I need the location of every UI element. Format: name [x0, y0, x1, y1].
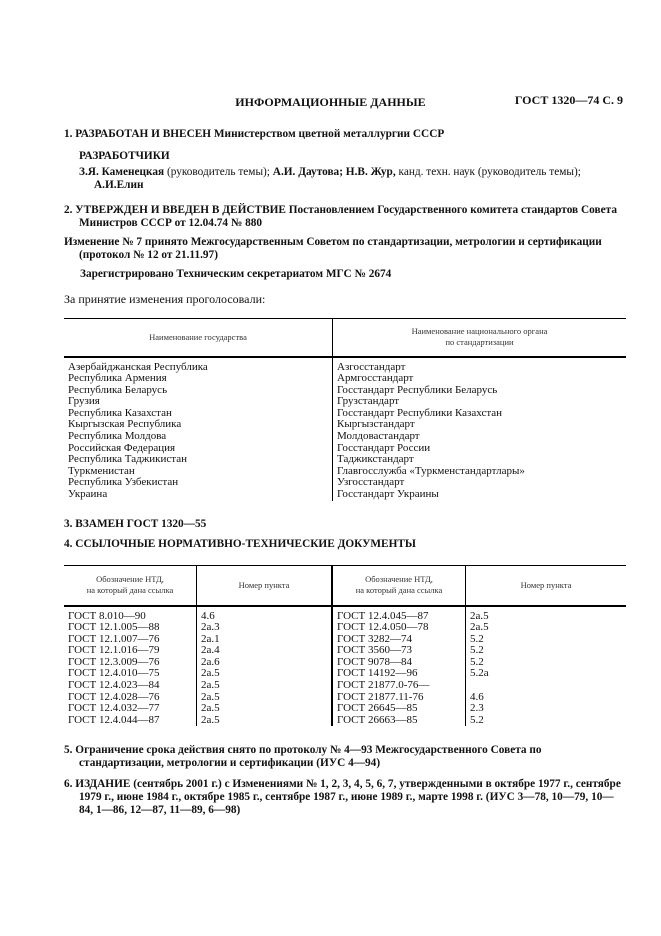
table-cell: ГОСТ 12.3.009—76 [64, 657, 197, 669]
table-cell: Кыргызстандарт [337, 418, 415, 431]
table-row [64, 431, 626, 443]
developers-list [79, 166, 626, 192]
table-cell: ГОСТ 12.4.023—84 [64, 680, 197, 692]
table-cell: 2а.5 [197, 668, 333, 680]
table-cell: Республика Таджикистан [64, 454, 333, 466]
table-cell: 2а.5 [470, 609, 489, 622]
table-cell: ГОСТ 3560—73 [332, 645, 466, 657]
table-row [64, 680, 626, 692]
table-cell: ГОСТ 12.4.028—76 [64, 692, 197, 704]
section-1: 1. РАЗРАБОТАН И ВНЕСЕН Министерством цветной металлургии СССР [64, 128, 445, 140]
header-line: Обозначение НТД, [96, 574, 164, 585]
table-cell: ГОСТ 12.1.005—88 [64, 622, 197, 634]
table-cell: Молдовастандарт [337, 430, 420, 443]
voting-table [64, 318, 626, 501]
developers-label: РАЗРАБОТЧИКИ [79, 150, 170, 162]
column-header: Номер пункта [197, 566, 333, 606]
table-cell: Армгосстандарт [337, 372, 414, 385]
header-line: на который дана ссылка [355, 585, 443, 596]
developer: А.И.Елин [94, 179, 144, 191]
section-2: 2. УТВЕРЖДЕН И ВВЕДЕН В ДЕЙСТВИЕ Постановлением Государственного комитета стандартов Совета Министров СССР от 12.04.74 № 880 [64, 204, 617, 229]
table-cell [466, 680, 627, 692]
table-cell: 2а.1 [197, 634, 333, 646]
table-cell: Таджикстандарт [337, 453, 414, 466]
table-cell: Азгосстандарт [337, 360, 406, 373]
table-cell: ГОСТ 12.1.007—76 [64, 634, 197, 646]
table-cell: 4.6 [197, 606, 333, 623]
table-cell: 2а.5 [197, 680, 333, 692]
table-cell: Госстандарт Украины [337, 488, 439, 501]
table-cell: 5.2 [470, 644, 484, 657]
table-cell: ГОСТ 14192—96 [332, 668, 466, 680]
column-header: Номер пункта [520, 579, 572, 590]
table-cell: 2а.3 [197, 622, 333, 634]
table-cell: ГОСТ 12.4.050—78 [332, 622, 466, 634]
section-5: 5. Ограничение срока действия снято по протоколу № 4—93 Межгосударственного Совета по стандартизации, метрологии и сертификации (ИУС 4—94) [64, 744, 542, 769]
table-cell: Республика Молдова [64, 431, 333, 443]
table-cell: 5.2а [470, 667, 489, 680]
table-cell: Республика Армения [64, 373, 333, 385]
table-cell: Узгосстандарт [337, 476, 405, 489]
table-cell: ГОСТ 12.1.016—79 [64, 645, 197, 657]
table-cell: ГОСТ 9078—84 [332, 657, 466, 669]
table-cell: ГОСТ 3282—74 [332, 634, 466, 646]
table-cell: ГОСТ 12.4.045—87 [332, 606, 466, 623]
table-cell: Республика Беларусь [64, 385, 333, 397]
references-table [64, 565, 626, 726]
table-cell: 2а.6 [197, 657, 333, 669]
header-line: Наименование национального органа [411, 326, 548, 337]
table-cell: Азербайджанская Республика [64, 357, 333, 374]
table-cell: 2а.4 [197, 645, 333, 657]
section-4: 4. ССЫЛОЧНЫЕ НОРМАТИВНО-ТЕХНИЧЕСКИЕ ДОКУМЕНТЫ [64, 538, 416, 550]
header-line: Обозначение НТД, [365, 574, 433, 585]
table-cell: Российская Федерация [64, 443, 333, 455]
table-cell: Главгосслужба «Туркменстандартлары» [337, 464, 525, 477]
column-header [64, 566, 197, 606]
table-row [64, 606, 626, 623]
developer-role: (руководитель темы); [164, 166, 273, 178]
table-cell: 2а.5 [197, 703, 333, 715]
registration-note: Зарегистрировано Техническим секретариатом МГС № 2674 [80, 268, 392, 280]
section-3: 3. ВЗАМЕН ГОСТ 1320—55 [64, 518, 207, 530]
table-cell: ГОСТ 8.010—90 [64, 606, 197, 623]
table-cell: 2а.5 [470, 621, 489, 634]
table-row [64, 715, 626, 727]
developer: З.Я. Каменецкая [79, 166, 165, 178]
section-6: 6. ИЗДАНИЕ (сентябрь 2001 г.) с Изменениями № 1, 2, 3, 4, 5, 6, 7, утвержденными в октябре 1977 г., сентябре 1979 г., июне 1984 г., октябре 1985 г., сентябре 1987 г., июне 1989 г., марте 1998 г. (ИУС 3—78, 10—79, 10—84, 1—86, 12—87, 11—89, 6—98) [64, 778, 621, 816]
table-cell: Кыргызская Республика [64, 419, 333, 431]
table-cell: 5.2 [470, 632, 484, 645]
table-cell: Госстандарт Республики Беларусь [337, 383, 498, 396]
column-header [333, 319, 627, 357]
table-cell: Грузстандарт [337, 395, 400, 408]
developer-role: канд. техн. наук (руководитель темы); [395, 166, 581, 178]
table-cell: 5.2 [470, 655, 484, 668]
table-cell: ГОСТ 21877.11-76 [332, 692, 466, 704]
table-cell: ГОСТ 26663—85 [332, 715, 466, 727]
table-cell: Республика Узбекистан [64, 477, 333, 489]
table-row [64, 373, 626, 385]
change-note: Изменение № 7 принято Межгосударственным Советом по стандартизации, метрологии и сертификации (протокол № 12 от 21.11.97) [64, 236, 602, 261]
table-cell: 4.6 [470, 690, 484, 703]
header-line: на который дана ссылка [86, 585, 174, 596]
table-cell: 5.2 [470, 713, 484, 726]
table-cell: ГОСТ 12.4.010—75 [64, 668, 197, 680]
table-row [64, 489, 626, 501]
voted-label: За принятие изменения проголосовали: [64, 292, 266, 306]
header-line: по стандартизации [445, 337, 514, 348]
page-header: ГОСТ 1320—74 С. 9 [514, 93, 623, 107]
table-cell: ГОСТ 21877.0-76— [332, 680, 466, 692]
table-cell: Туркменистан [64, 466, 333, 478]
column-header [332, 566, 466, 606]
table-cell: 2.3 [470, 702, 484, 715]
table-cell: Украина [64, 489, 333, 501]
table-cell: Госстандарт Республики Казахстан [337, 406, 503, 419]
table-cell: ГОСТ 12.4.044—87 [64, 715, 197, 727]
table-cell: Республика Казахстан [64, 408, 333, 420]
developer: А.И. Даутова; Н.В. Жур, [272, 166, 396, 178]
table-cell: 2а.5 [197, 692, 333, 704]
table-row [64, 622, 626, 634]
column-header: Наименование государства [64, 319, 333, 357]
table-cell: Госстандарт России [337, 441, 431, 454]
page-title: ИНФОРМАЦИОННЫЕ ДАННЫЕ [235, 95, 426, 109]
table-header [64, 319, 626, 357]
table-header [64, 566, 626, 606]
table-cell: 2а.5 [197, 715, 333, 727]
table-row [64, 357, 626, 374]
table-cell: ГОСТ 26645—85 [332, 703, 466, 715]
table-cell: Грузия [64, 396, 333, 408]
table-cell: ГОСТ 12.4.032—77 [64, 703, 197, 715]
